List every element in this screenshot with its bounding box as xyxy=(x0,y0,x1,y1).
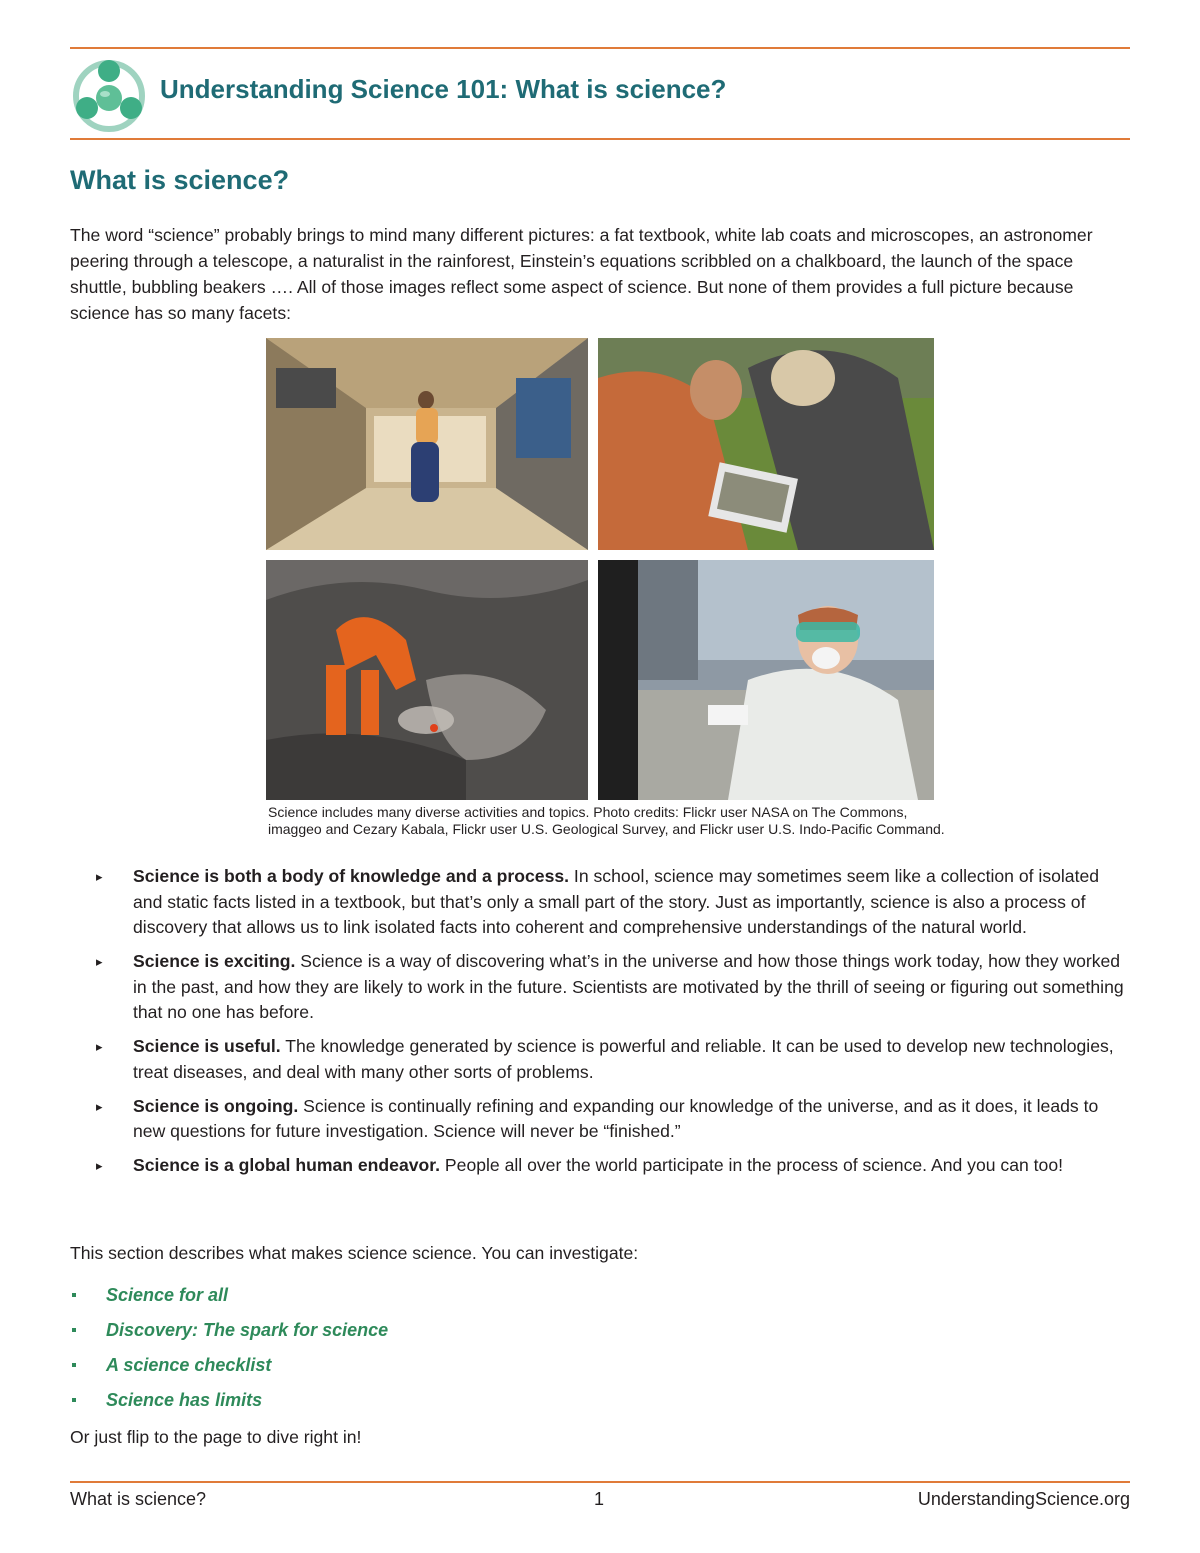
photo-astronaut-space-station xyxy=(266,338,588,550)
footer-page-number: 1 xyxy=(594,1489,605,1509)
square-bullet-icon xyxy=(72,1363,76,1367)
facet-item xyxy=(70,864,1132,941)
science-facets-list xyxy=(70,864,1132,1187)
square-bullet-icon xyxy=(72,1293,76,1297)
facet-heading: Science is exciting. xyxy=(133,951,296,971)
investigate-paragraph: This section describes what makes science science. You can investigate: xyxy=(70,1243,639,1263)
header-title: Understanding Science 101: What is science? xyxy=(160,74,727,104)
header-bottom-rule xyxy=(70,138,1130,140)
facet-heading: Science is a global human endeavor. xyxy=(133,1155,441,1175)
intro-paragraph: The word “science” probably brings to mind many different pictures: a fat textbook, white lab coats and microscopes, an astronomer peering through a telescope, a naturalist in the rainforest, Einstein’s equations scribbled on a chalkboard, the launch of the space shuttle, bubbling beakers …. All of those images reflect some aspect of science. But none of them provides a full picture because science has so many facets: xyxy=(70,225,1093,323)
subsection-links xyxy=(70,1282,388,1422)
photo-scientists-soil xyxy=(598,338,934,550)
bullet-icon: ▸ xyxy=(96,869,103,884)
header-top-rule xyxy=(70,47,1130,49)
link-item xyxy=(70,1352,388,1387)
link-item xyxy=(70,1282,388,1317)
square-bullet-icon xyxy=(72,1398,76,1402)
photo-lava-sampling xyxy=(266,560,588,800)
facet-text: The knowledge generated by science is powerful and reliable. It can be used to develop new technologies, treat diseases, and deal with many other sorts of problems. xyxy=(133,1036,1114,1082)
bullet-icon: ▸ xyxy=(96,1158,103,1173)
square-bullet-icon xyxy=(72,1328,76,1332)
closing-paragraph: Or just flip to the page to dive right in! xyxy=(70,1427,362,1447)
footer-section-title: What is science? xyxy=(70,1489,207,1509)
facet-item xyxy=(70,949,1132,1026)
facet-item xyxy=(70,1034,1132,1085)
facet-heading: Science is ongoing. xyxy=(133,1095,299,1116)
photo-caption: Science includes many diverse activities and topics. Photo credits: Flickr user NASA on The Commons, imaggeo and Cezary Kabala, Flickr user U.S. Geological Survey, and Flickr user U.S. Indo-Pacific Command. xyxy=(268,804,945,837)
link-item xyxy=(70,1317,388,1352)
facet-text: In school, science may sometimes seem like a collection of isolated and static facts listed in a textbook, but that’s only a small part of the story. Just as importantly, science is also a process of discovery that allows us to link isolated facts into coherent and comprehensive understandings of the natural world. xyxy=(133,866,1100,937)
facet-text: Science is continually refining and expanding our knowledge of the universe, and as it does, it leads to new questions for future investigation. Science will never be “finished.” xyxy=(133,1095,1099,1141)
footer-rule xyxy=(70,1481,1130,1483)
link-item xyxy=(70,1387,388,1422)
link-discovery-spark[interactable]: Discovery: The spark for science xyxy=(106,1320,389,1340)
footer-site-name: UnderstandingScience.org xyxy=(917,1489,1130,1509)
facet-text: People all over the world participate in the process of science. And you can too! xyxy=(440,1155,1064,1175)
link-science-for-all[interactable]: Science for all xyxy=(106,1285,229,1305)
facet-heading: Science is useful. xyxy=(133,1036,281,1056)
link-science-checklist[interactable]: A science checklist xyxy=(106,1355,272,1375)
photo-carrier-medical-worker xyxy=(598,560,934,800)
facet-heading: Science is both a body of knowledge and a process. xyxy=(133,866,570,886)
bullet-icon: ▸ xyxy=(96,1039,103,1054)
link-science-has-limits[interactable]: Science has limits xyxy=(106,1390,263,1410)
facet-text: Science is a way of discovering what’s in the universe and how those things work today, how they worked in the past, and how they are likely to work in the future. Scientists are motivated by the thrill of seeing or figuring out something that no one has before. xyxy=(133,951,1124,1022)
facet-item xyxy=(70,1153,1132,1179)
bullet-icon: ▸ xyxy=(96,954,103,969)
facet-item xyxy=(70,1094,1132,1145)
section-title: What is science? xyxy=(70,165,290,195)
bullet-icon: ▸ xyxy=(96,1098,103,1114)
understanding-science-logo xyxy=(70,56,148,132)
